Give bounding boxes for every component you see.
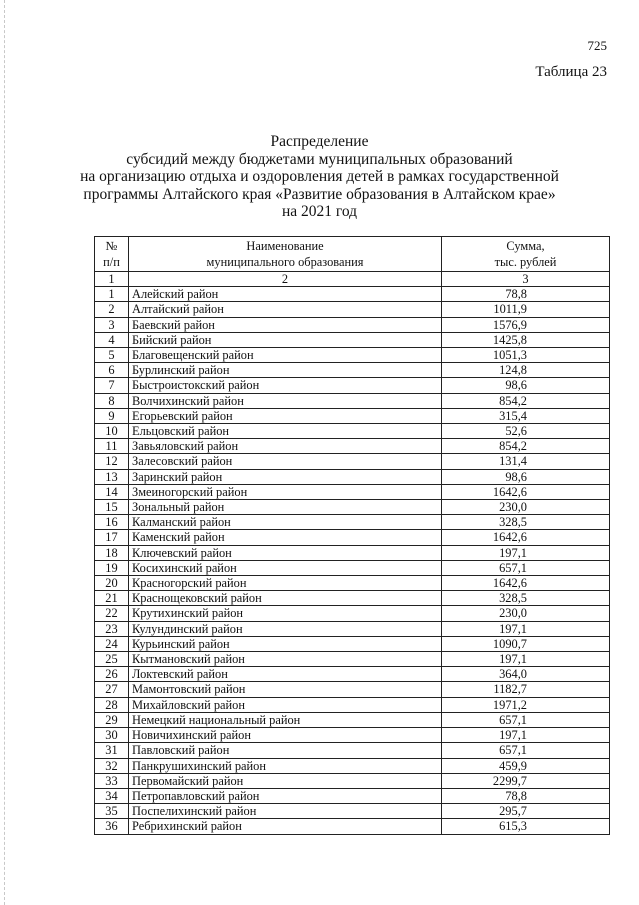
subsidy-amount: 78,8 [442, 788, 610, 803]
table-row [95, 515, 610, 530]
subsidy-amount: 854,2 [442, 393, 610, 408]
table-row [95, 439, 610, 454]
table-row [95, 332, 610, 347]
row-number: 30 [95, 728, 129, 743]
municipality-name: Михайловский район [129, 697, 442, 712]
table-row [95, 530, 610, 545]
row-number: 25 [95, 652, 129, 667]
municipality-name: Бурлинский район [129, 363, 442, 378]
row-number: 3 [95, 317, 129, 332]
row-number: 10 [95, 424, 129, 439]
municipality-name: Бийский район [129, 332, 442, 347]
table-label: Таблица 23 [535, 64, 607, 80]
municipality-name: Егорьевский район [129, 408, 442, 423]
municipality-name: Зональный район [129, 500, 442, 515]
header-name-line2: муниципального образования [206, 255, 364, 269]
subsidy-amount: 1576,9 [442, 317, 610, 332]
subsidy-amount: 1971,2 [442, 697, 610, 712]
subsidy-amount: 328,5 [442, 591, 610, 606]
header-number-line1: № [105, 239, 118, 253]
municipality-name: Кулундинский район [129, 621, 442, 636]
municipality-name: Кытмановский район [129, 652, 442, 667]
heading-line: на 2021 год [281, 203, 358, 221]
table-row [95, 712, 610, 727]
municipality-name: Ключевский район [129, 545, 442, 560]
row-number: 35 [95, 804, 129, 819]
header-sum-line2: тыс. рублей [494, 255, 557, 269]
subsidy-amount: 124,8 [442, 363, 610, 378]
municipality-name: Мамонтовский район [129, 682, 442, 697]
table-body [95, 287, 610, 834]
row-number: 23 [95, 621, 129, 636]
heading-line: субсидий между бюджетами муниципальных образований [126, 150, 513, 168]
subsidy-amount: 657,1 [442, 743, 610, 758]
municipality-name: Ельцовский район [129, 424, 442, 439]
subsidy-amount: 197,1 [442, 621, 610, 636]
row-number: 28 [95, 697, 129, 712]
subsidy-amount: 1642,6 [442, 484, 610, 499]
row-number: 21 [95, 591, 129, 606]
table-row [95, 606, 610, 621]
municipality-name: Баевский район [129, 317, 442, 332]
column-number: 2 [129, 272, 442, 287]
municipality-name: Волчихинский район [129, 393, 442, 408]
row-number: 11 [95, 439, 129, 454]
municipality-name: Крутихинский район [129, 606, 442, 621]
subsidy-amount: 1642,6 [442, 530, 610, 545]
municipality-name: Заринский район [129, 469, 442, 484]
municipality-name: Новичихинский район [129, 728, 442, 743]
header-number-line2: п/п [103, 255, 120, 269]
table-row [95, 378, 610, 393]
table-row [95, 454, 610, 469]
row-number: 31 [95, 743, 129, 758]
header-name-line1: Наименование [246, 239, 324, 253]
row-number: 32 [95, 758, 129, 773]
row-number: 13 [95, 469, 129, 484]
municipality-name: Локтевский район [129, 667, 442, 682]
table-row [95, 728, 610, 743]
table-row [95, 636, 610, 651]
table-row [95, 743, 610, 758]
subsidy-amount: 295,7 [442, 804, 610, 819]
table-row [95, 819, 610, 834]
row-number: 7 [95, 378, 129, 393]
subsidy-amount: 1051,3 [442, 348, 610, 363]
table-row [95, 697, 610, 712]
municipality-name: Петропавловский район [129, 788, 442, 803]
municipality-name: Павловский район [129, 743, 442, 758]
municipality-name: Алтайский район [129, 302, 442, 317]
column-number-row [95, 272, 610, 287]
row-number: 15 [95, 500, 129, 515]
subsidy-amount: 78,8 [442, 287, 610, 302]
table-row [95, 363, 610, 378]
subsidy-amount: 1425,8 [442, 332, 610, 347]
subsidy-amount: 1011,9 [442, 302, 610, 317]
municipality-name: Змеиногорский район [129, 484, 442, 499]
row-number: 4 [95, 332, 129, 347]
page-number: 725 [587, 38, 607, 53]
subsidy-amount: 197,1 [442, 652, 610, 667]
header-number [95, 237, 129, 272]
table-row [95, 667, 610, 682]
table-row [95, 317, 610, 332]
row-number: 27 [95, 682, 129, 697]
header-sum-line1: Сумма, [506, 239, 545, 253]
header-name [129, 237, 442, 272]
row-number: 12 [95, 454, 129, 469]
municipality-name: Краснощековский район [129, 591, 442, 606]
table-row [95, 576, 610, 591]
table-row [95, 758, 610, 773]
row-number: 24 [95, 636, 129, 651]
row-number: 17 [95, 530, 129, 545]
column-number: 1 [95, 272, 129, 287]
row-number: 22 [95, 606, 129, 621]
table-row [95, 408, 610, 423]
subsidy-amount: 197,1 [442, 545, 610, 560]
municipality-name: Благовещенский район [129, 348, 442, 363]
municipality-name: Поспелихинский район [129, 804, 442, 819]
row-number: 18 [95, 545, 129, 560]
row-number: 8 [95, 393, 129, 408]
subsidy-amount: 230,0 [442, 606, 610, 621]
municipality-name: Завьяловский район [129, 439, 442, 454]
subsidy-amount: 1642,6 [442, 576, 610, 591]
subsidy-amount: 230,0 [442, 500, 610, 515]
table-row [95, 469, 610, 484]
table-row [95, 393, 610, 408]
subsidy-amount: 2299,7 [442, 773, 610, 788]
table-row [95, 484, 610, 499]
municipality-name: Алейский район [129, 287, 442, 302]
row-number: 33 [95, 773, 129, 788]
table-row [95, 560, 610, 575]
subsidy-amount: 315,4 [442, 408, 610, 423]
heading-line: на организацию отдыха и оздоровления детей в рамках государственной [80, 168, 559, 186]
table-row [95, 621, 610, 636]
row-number: 29 [95, 712, 129, 727]
municipality-name: Косихинский район [129, 560, 442, 575]
municipality-name: Курьинский район [129, 636, 442, 651]
heading-line: Распределение [270, 133, 369, 150]
table-row [95, 500, 610, 515]
municipality-name: Первомайский район [129, 773, 442, 788]
table-row [95, 424, 610, 439]
subsidy-amount: 459,9 [442, 758, 610, 773]
table-row [95, 788, 610, 803]
table-row [95, 652, 610, 667]
row-number: 9 [95, 408, 129, 423]
row-number: 16 [95, 515, 129, 530]
table-row [95, 287, 610, 302]
subsidy-amount: 328,5 [442, 515, 610, 530]
subsidy-amount: 197,1 [442, 728, 610, 743]
row-number: 6 [95, 363, 129, 378]
table-row [95, 545, 610, 560]
table-row [95, 591, 610, 606]
table-row [95, 804, 610, 819]
table-row [95, 348, 610, 363]
municipality-name: Ребрихинский район [129, 819, 442, 834]
heading-line: программы Алтайского края «Развитие образования в Алтайском крае» [83, 185, 556, 203]
row-number: 36 [95, 819, 129, 834]
municipality-name: Быстроистокский район [129, 378, 442, 393]
row-number: 14 [95, 484, 129, 499]
municipality-name: Залесовский район [129, 454, 442, 469]
municipality-name: Панкрушихинский район [129, 758, 442, 773]
table-row [95, 773, 610, 788]
subsidy-amount: 98,6 [442, 469, 610, 484]
subsidy-amount: 615,3 [442, 819, 610, 834]
municipality-name: Немецкий национальный район [129, 712, 442, 727]
subsidy-amount: 1182,7 [442, 682, 610, 697]
column-number: 3 [442, 272, 610, 287]
subsidy-amount: 657,1 [442, 712, 610, 727]
table-row [95, 302, 610, 317]
table-row [95, 682, 610, 697]
row-number: 5 [95, 348, 129, 363]
municipality-name: Красногорский район [129, 576, 442, 591]
row-number: 26 [95, 667, 129, 682]
subsidy-amount: 131,4 [442, 454, 610, 469]
document-heading [0, 133, 639, 221]
header-sum [442, 237, 610, 272]
subsidy-amount: 98,6 [442, 378, 610, 393]
row-number: 2 [95, 302, 129, 317]
subsidy-table [94, 236, 610, 835]
subsidy-amount: 1090,7 [442, 636, 610, 651]
row-number: 1 [95, 287, 129, 302]
row-number: 34 [95, 788, 129, 803]
subsidy-amount: 657,1 [442, 560, 610, 575]
row-number: 19 [95, 560, 129, 575]
municipality-name: Каменский район [129, 530, 442, 545]
subsidy-amount: 854,2 [442, 439, 610, 454]
subsidy-amount: 52,6 [442, 424, 610, 439]
subsidy-amount: 364,0 [442, 667, 610, 682]
row-number: 20 [95, 576, 129, 591]
municipality-name: Калманский район [129, 515, 442, 530]
table-header-row [95, 237, 610, 272]
